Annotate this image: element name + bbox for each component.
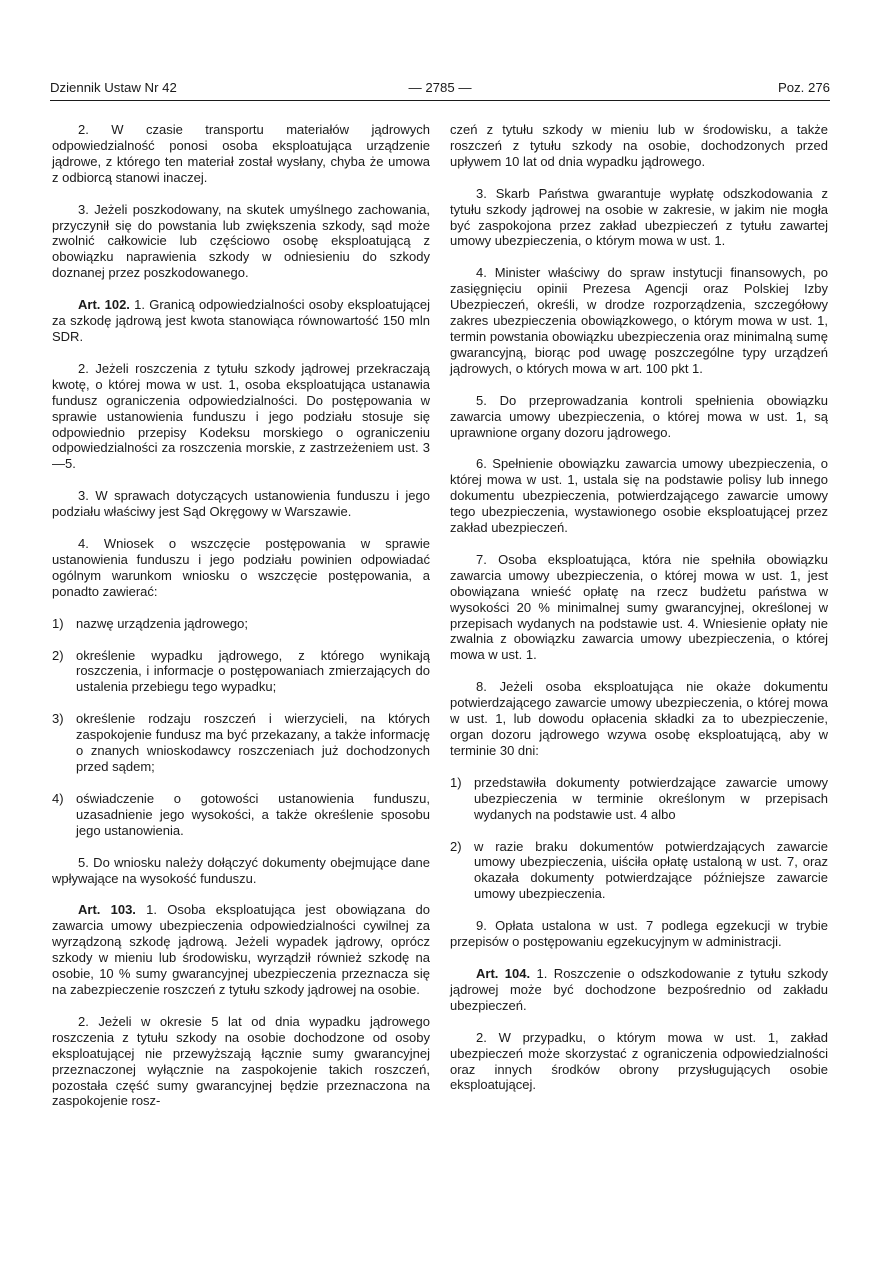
paragraph: 3. Skarb Państwa gwarantuje wypłatę odszkodowania z tytułu szkody jądrowej na osobie w zakresie, w jakim nie mogła być zaspokojona przez zakład ubezpieczeń z tytułu zawartej umowy ubezpieczenia, o którym mowa w ust. 1. [450,185,828,249]
list-number: 2) [450,838,462,854]
list-item [450,839,828,903]
list-text: nazwę urządzenia jądrowego; [76,615,248,631]
list-number: 3) [52,711,64,727]
list-number: 4) [52,790,64,806]
paragraph: 6. Spełnienie obowiązku zawarcia umowy ubezpieczenia, o której mowa w ust. 1, ustala się na podstawie polisy lub innego dokumentu ubezpieczenia, potwierdzającego zawarcie umowy tego ubezpieczenia, wystawionego osobie eksploatującej przez zakład ubezpieczeń. [450,456,828,536]
list-item [450,775,828,823]
paragraph: 2. W przypadku, o którym mowa w ust. 1, zakład ubezpieczeń może skorzystać z ograniczenia odpowiedzialności oraz innych środków obrony przysługujących osobie eksploatującej. [450,1029,828,1093]
right-column [450,122,828,1109]
paragraph: 2. W czasie transportu materiałów jądrowych odpowiedzialność ponosi osoba eksploatująca urządzenie jądrowe, z którego ten materiał został wysłany, chyba że umowa z odbiorcą stanowi inaczej. [52,122,430,185]
paragraph-continuation: czeń z tytułu szkody w mieniu lub w środowisku, a także roszczeń z tytułu szkody na osobie, dochodzonych przed upływem 10 lat od dnia wypadku jądrowego. [450,122,828,169]
paragraph: 4. Wniosek o wszczęcie postępowania w sprawie ustanowienia funduszu i jego podziału powinien odpowiadać ogólnym warunkom wniosku o wszczęcie postępowania, a ponadto zawierać: [52,536,430,599]
obligations-list [450,775,828,902]
list-text: określenie wypadku jądrowego, z którego wynikają roszczenia, i informacje o postępowaniach zmierzających do ustalenia przebiegu tego wypadku; [76,647,430,695]
list-text: określenie rodzaju roszczeń i wierzycieli, na których zaspokojenie fundusz ma być przekazany, a także informację o znanych wnioskodawcy roszczeniach już dochodzonych przed sądem; [76,711,430,774]
list-text: oświadczenie o gotowości ustanowienia funduszu, uzasadnienie jego wysokości, a także określenie sposobu jego ustanowienia. [76,790,430,838]
position-number: Poz. 276 [777,80,830,95]
list-number: 2) [52,647,64,663]
article-104 [450,966,828,1014]
paragraph: 9. Opłata ustalona w ust. 7 podlega egzekucji w trybie przepisów o postępowaniu egzekucyjnym w administracji. [450,918,828,950]
paragraph: 8. Jeżeli osoba eksploatująca nie okaże dokumentu potwierdzającego zawarcie umowy ubezpieczenia, o której mowa w ust. 1, lub dowodu opłacenia składki za to ubezpieczenie, organ dozoru jądrowego wzywa osobę eksploatującą, aby w terminie 30 dni: [450,679,828,758]
paragraph: 2. Jeżeli w okresie 5 lat od dnia wypadku jądrowego roszczenia z tytułu szkody na osobie dochodzone od osoby eksploatującej nie przewyższają łącznie sumy gwarancyjnej przeznaczonej wyłącznie na zaspokojenie takich roszczeń, pozostała część sumy gwarancyjnej będzie przeznaczona na zaspokojenie rosz- [52,1013,430,1109]
paragraph: 3. W sprawach dotyczących ustanowienia funduszu i jego podziału właściwy jest Sąd Okręgowy w Warszawie. [52,488,430,520]
paragraph: 5. Do wniosku należy dołączyć dokumenty obejmujące dane wpływające na wysokość funduszu. [52,854,430,886]
paragraph: 7. Osoba eksploatująca, która nie spełniła obowiązku zawarcia umowy ubezpieczenia, o której mowa w ust. 1, jest obowiązana wnieść opłatę na rzecz budżetu państwa w wysokości 20 % minimalnej sumy gwarancyjnej, określonej w przepisach wydanych na podstawie ust. 4. Wniesienie opłaty nie zwalnia z obowiązku zawarcia umowy ubezpieczenia, o której mowa w ust. 1. [450,551,828,663]
list-item [52,616,430,632]
article-text: 1. Granicą odpowiedzialności osoby eksploatującej za szkodę jądrową jest kwota stanowiąca równowartość 150 mln SDR. [52,297,430,344]
list-number: 1) [450,774,462,790]
list-text: w razie braku dokumentów potwierdzających zawarcie umowy ubezpieczenia, uiściła opłatę ustaloną w ust. 7, oraz okazała dokumenty potwierdzające późniejsze zawarcie umowy ubezpieczenia. [474,838,828,902]
list-number: 1) [52,615,64,631]
article-text: 1. Osoba eksploatująca jest obowiązana do zawarcia umowy ubezpieczenia odpowiedzialności cywilnej za wyrządzoną szkodę jądrową. Jeżeli wypadek jądrowy, oprócz szkody w mieniu lub środowisku, wyrządził również szkodę na osobie, 10 % sumy gwarancyjnej ubezpieczenia przeznacza się na zabezpieczenie roszczeń z tytułu szkody jądrowej na osobie. [52,902,430,997]
article-103 [52,902,430,997]
header-rule [50,100,830,101]
list-item [52,648,430,696]
paragraph: 3. Jeżeli poszkodowany, na skutek umyślnego zachowania, przyczynił się do powstania lub zwiększenia szkody, sąd może zwolnić całkowicie lub częściowo osobę eksploatującą z obowiązku naprawienia szkody w odniesieniu do szkody doznanej przez poszkodowanego. [52,201,430,281]
article-102 [52,297,430,345]
paragraph: 4. Minister właściwy do spraw instytucji finansowych, po zasięgnięciu opinii Prezesa Agencji oraz Polskiej Izby Ubezpieczeń, określi, w drodze rozporządzenia, szczegółowy zakres ubezpieczenia obowiązkowego, o którym mowa w ust. 1, termin powstania obowiązku ubezpieczenia oraz minimalną sumę gwarancyjną, biorąc pod uwagę poszczególne typy urządzeń jądrowych, o których mowa w art. 100 pkt 1. [450,265,828,376]
article-label: Art. 103. [78,902,136,918]
page-header [50,79,830,99]
list-item [52,711,430,775]
journal-title: Dziennik Ustaw Nr 42 [50,80,177,95]
paragraph: 2. Jeżeli roszczenia z tytułu szkody jądrowej przekraczają kwotę, o której mowa w ust. 1, osoba eksploatująca ustanawia fundusz ograniczenia odpowiedzialności. Do postępowania w sprawie ustanowienia funduszu i jego podziału stosuje się odpowiednio przepisy Kodeksu morskiego o ograniczeniu odpowiedzialności za roszczenia morskie, z zastrzeżeniem ust. 3—5. [52,360,430,472]
requirements-list [52,616,430,839]
article-text: 1. Roszczenie o odszkodowanie z tytułu szkody jądrowej może być dochodzone bezpośrednio od zakładu ubezpieczeń. [450,965,828,1013]
list-item [52,791,430,839]
page-number: — 2785 — [408,80,472,95]
paragraph: 5. Do przeprowadzania kontroli spełnienia obowiązku zawarcia umowy ubezpieczenia, o której mowa w ust. 1, są uprawnione organy dozoru jądrowego. [450,392,828,440]
article-label: Art. 102. [78,297,130,313]
article-label: Art. 104. [476,965,531,981]
left-column [52,122,430,1125]
list-text: przedstawiła dokumenty potwierdzające zawarcie umowy ubezpieczenia w terminie określonym w przepisach wydanych na podstawie ust. 4 albo [474,774,828,822]
